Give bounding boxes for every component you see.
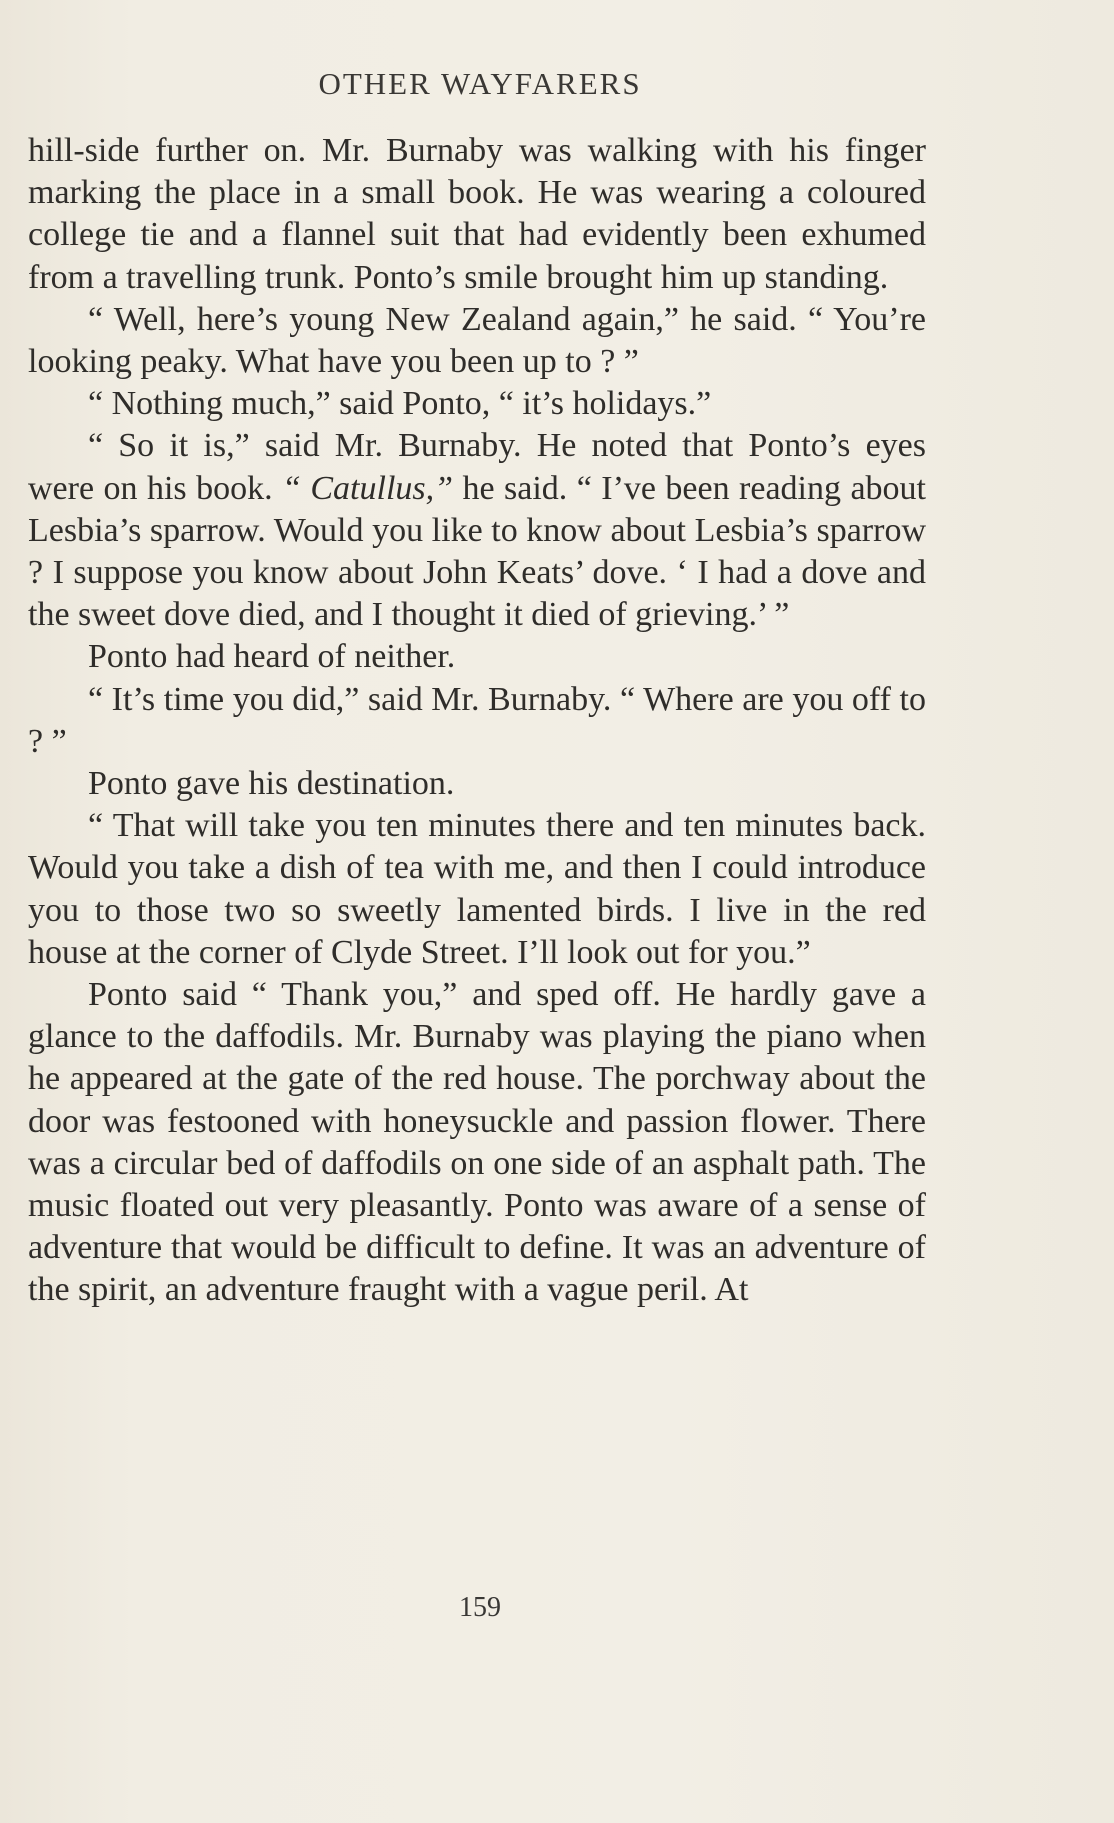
paragraph: “ Nothing much,” said Ponto, “ it’s holidays.”	[88, 385, 712, 423]
paragraph-catullus	[28, 425, 926, 636]
paragraph: “ It’s time you did,” said Mr. Burnaby. “ Where are you off to ? ”	[28, 680, 926, 760]
text-run: “ So it is,” said Mr. Burnaby. He noted that Ponto’s eyes were on his book.	[28, 427, 926, 507]
paragraph: “ Well, here’s young New Zealand again,” he said. “ You’re looking peaky. What have you been up to ? ”	[28, 300, 926, 381]
paragraph: Ponto had heard of neither.	[88, 638, 456, 676]
running-head: OTHER WAYFARERS	[318, 66, 642, 101]
paragraph: “ That will take you ten minutes there and ten minutes back. Would you take a dish of tea with me, and then I could introduce you to those two so sweetly lamented birds. I live in the red house at the corner of Clyde Street. I’ll look out for you.”	[28, 807, 926, 971]
paragraph: Ponto gave his destination.	[88, 765, 455, 803]
page-number: 159	[459, 1592, 501, 1623]
paragraph-continued: hill-side further on. Mr. Burnaby was walking with his finger marking the place in a small book. He was wearing a coloured college tie and a flannel suit that had evidently been exhumed from a travelling trunk. Ponto’s smile brought him up standing.	[28, 132, 926, 296]
paragraph: Ponto said “ Thank you,” and sped off. He hardly gave a glance to the daffodils. Mr. Burnaby was playing the piano when he appeared at the gate of the red house. The porchway about the door was festooned with honeysuckle and passion flower. There was a circular bed of daffodils on one side of an asphalt path. The music floated out very pleasantly. Ponto was aware of a sense of adventure that would be difficult to define. It was an adventure of the spirit, an adventure fraught with a vague peril. At	[28, 976, 926, 1309]
body-text	[28, 130, 926, 1312]
italic-title: “ Catullus,”	[282, 469, 454, 507]
text-run: he said. “ I’ve been reading about Lesbia’s sparrow. Would you like to know about Lesbia’s sparrow ? I suppose you know about John Keats’ dove. ‘ I had a dove and the sweet dove died, and I thought it died of grieving.’ ”	[28, 469, 926, 634]
